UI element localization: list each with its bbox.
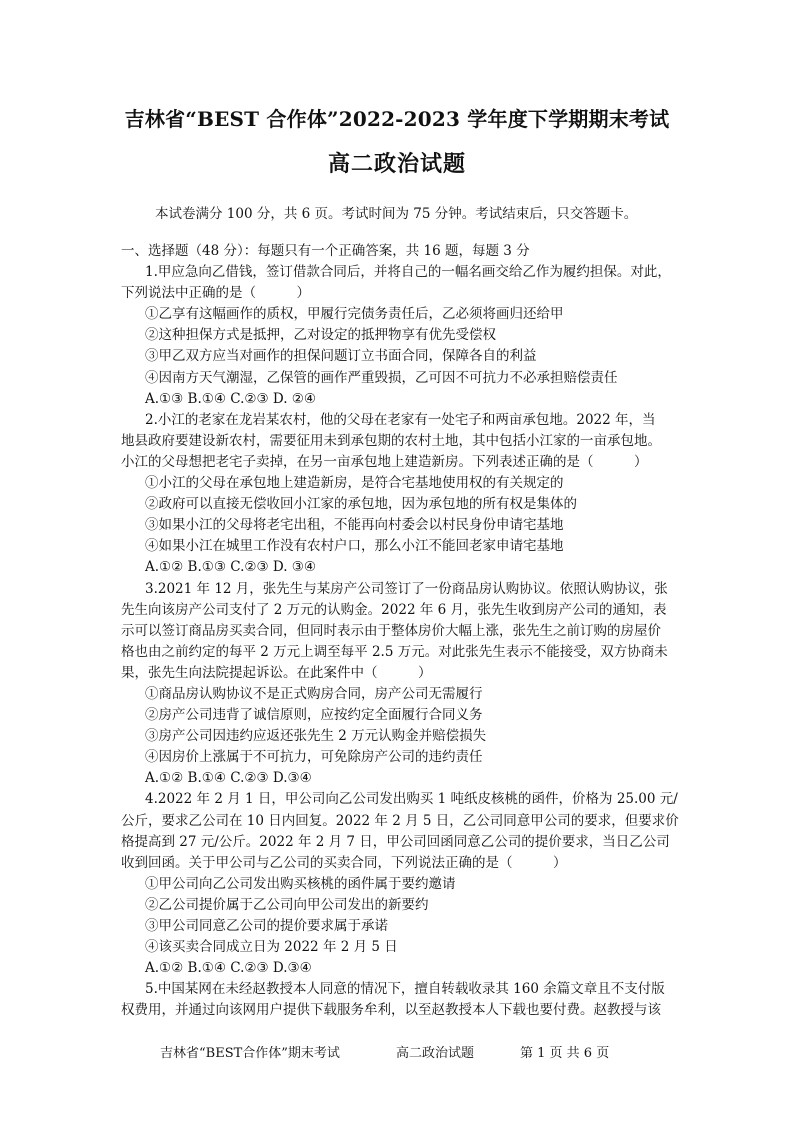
option-statement: ④因南方天气潮湿，乙保管的画作严重毁损，乙可因不可抗力不必承担赔偿责任 (145, 369, 618, 386)
question-3 (117, 579, 683, 790)
option-statement: ②乙公司提价属于乙公司向甲公司发出的新要约 (145, 896, 429, 913)
option-statement: ①小江的父母在承包地上建造新房，是符合宅基地使用权的有关规定的 (145, 475, 564, 492)
subject-title: 高二政治试题 (327, 151, 466, 177)
question-1 (117, 262, 683, 410)
section-heading: 一、选择题（48 分）：每题只有一个正确答案，共 16 题，每题 3 分 (121, 243, 530, 259)
option-statement: ①商品房认购协议不是正式购房合同，房产公司无需履行 (145, 685, 483, 702)
option-statement: ①甲公司向乙公司发出购买核桃的函件属于要约邀请 (145, 875, 456, 892)
question-2 (117, 410, 683, 579)
footer-subject: 高二政治试题 (396, 1046, 475, 1061)
question-stem-line: 收到回函。关于甲公司与乙公司的买卖合同，下列说法正确的是（ ） (121, 854, 567, 871)
question-stem-line: 示可以签订商品房买卖合同，但同时表示由于整体房价大幅上涨，张先生之前订购的房屋价 (121, 622, 661, 639)
question-4 (117, 789, 683, 979)
answer-choices: A.①② B.①④ C.②③ D.③④ (145, 960, 312, 977)
question-stem-line: 3.2021 年 12 月，张先生与某房产公司签订了一份商品房认购协议。依照认购协议，张 (145, 580, 668, 597)
question-stem-line: 地县政府要建设新农村，需要征用未到承包期的农村土地，其中包括小江家的一亩承包地。 (121, 432, 661, 449)
question-stem-line: 权费用，并通过向该网用户提供下载服务牟利，以至赵教授本人下载也要付费。赵教授与该 (121, 1002, 661, 1019)
answer-choices: A.①③ B.①④ C.②③ D. ②④ (145, 390, 317, 407)
option-statement: ④如果小江在城里工作没有农村户口，那么小江不能回老家申请宅基地 (145, 538, 564, 555)
question-5 (117, 979, 683, 1021)
footer-exam-name: 吉林省“BEST合作体”期末考试 (160, 1046, 340, 1061)
exam-title: 吉林省“BEST 合作体”2022-2023 学年度下学期期末考试 (124, 107, 670, 131)
question-stem-line: 果，张先生向法院提起诉讼。在此案件中（ ） (121, 664, 432, 681)
question-stem-line: 小江的父母想把老宅子卖掉，在另一亩承包地上建造新房。下列表述正确的是（ ） (121, 453, 648, 470)
option-statement: ②房产公司违背了诚信原则，应按约定全面履行合同义务 (145, 707, 483, 724)
exam-instructions: 本试卷满分 100 分，共 6 页。考试时间为 75 分钟。考试结束后，只交答题卡。 (155, 206, 638, 222)
option-statement: ④该买卖合同成立日为 2022 年 2 月 5 日 (145, 939, 398, 956)
answer-choices: A.①② B.①③ C.②③ D. ③④ (145, 559, 317, 576)
answer-choices: A.①② B.①④ C.②③ D.③④ (145, 770, 312, 787)
option-statement: ②这种担保方式是抵押，乙对设定的抵押物享有优先受偿权 (145, 327, 496, 344)
question-stem-line: 4.2022 年 2 月 1 日，甲公司向乙公司发出购买 1 吨纸皮核桃的函件，价格为 25.00 元/ (145, 791, 678, 808)
option-statement: ③房产公司因违约应返还张先生 2 万元认购金并赔偿损失 (145, 728, 487, 745)
question-stem-line: 先生向该房产公司支付了 2 万元的认购金。2022 年 6 月，张先生收到房产公司的通知，表 (121, 601, 667, 618)
question-body (117, 241, 683, 1021)
question-stem-line: 下列说法中正确的是（ ） (121, 285, 310, 302)
question-stem-line: 格提高到 27 元/公斤。2022 年 2 月 7 日，甲公司回函同意乙公司的提价要求，当日乙公司 (121, 833, 670, 850)
question-stem-line: 2.小江的老家在龙岩某农村，他的父母在老家有一处宅子和两亩承包地。2022 年，当 (145, 411, 656, 428)
question-stem-line: 1.甲应急向乙借钱，签订借款合同后，并将自己的一幅名画交给乙作为履约担保。对此， (145, 264, 671, 281)
footer-page-number: 第 1 页 共 6 页 (520, 1046, 610, 1061)
option-statement: ②政府可以直接无偿收回小江家的承包地，因为承包地的所有权是集体的 (145, 496, 577, 513)
option-statement: ③甲乙双方应当对画作的担保问题订立书面合同，保障各自的利益 (145, 348, 537, 365)
question-stem-line: 格也由之前约定的每平 2 万元上调至每平 2.5 万元。对此张先生表示不能接受，双方协商未 (121, 643, 668, 660)
question-stem-line: 公斤，要求乙公司在 10 日内回复。2022 年 2 月 5 日，乙公司同意甲公司的要求，但要求价 (121, 812, 679, 829)
question-stem-line: 5.中国某网在未经赵教授本人同意的情况下，擅自转载收录其 160 余篇文章且不支付版 (145, 981, 665, 998)
option-statement: ①乙享有这幅画作的质权，甲履行完债务责任后，乙必须将画归还给甲 (145, 306, 564, 323)
option-statement: ④因房价上涨属于不可抗力，可免除房产公司的违约责任 (145, 749, 483, 766)
option-statement: ③甲公司同意乙公司的提价要求属于承诺 (145, 918, 388, 934)
option-statement: ③如果小江的父母将老宅出租，不能再向村委会以村民身份申请宅基地 (145, 517, 564, 534)
